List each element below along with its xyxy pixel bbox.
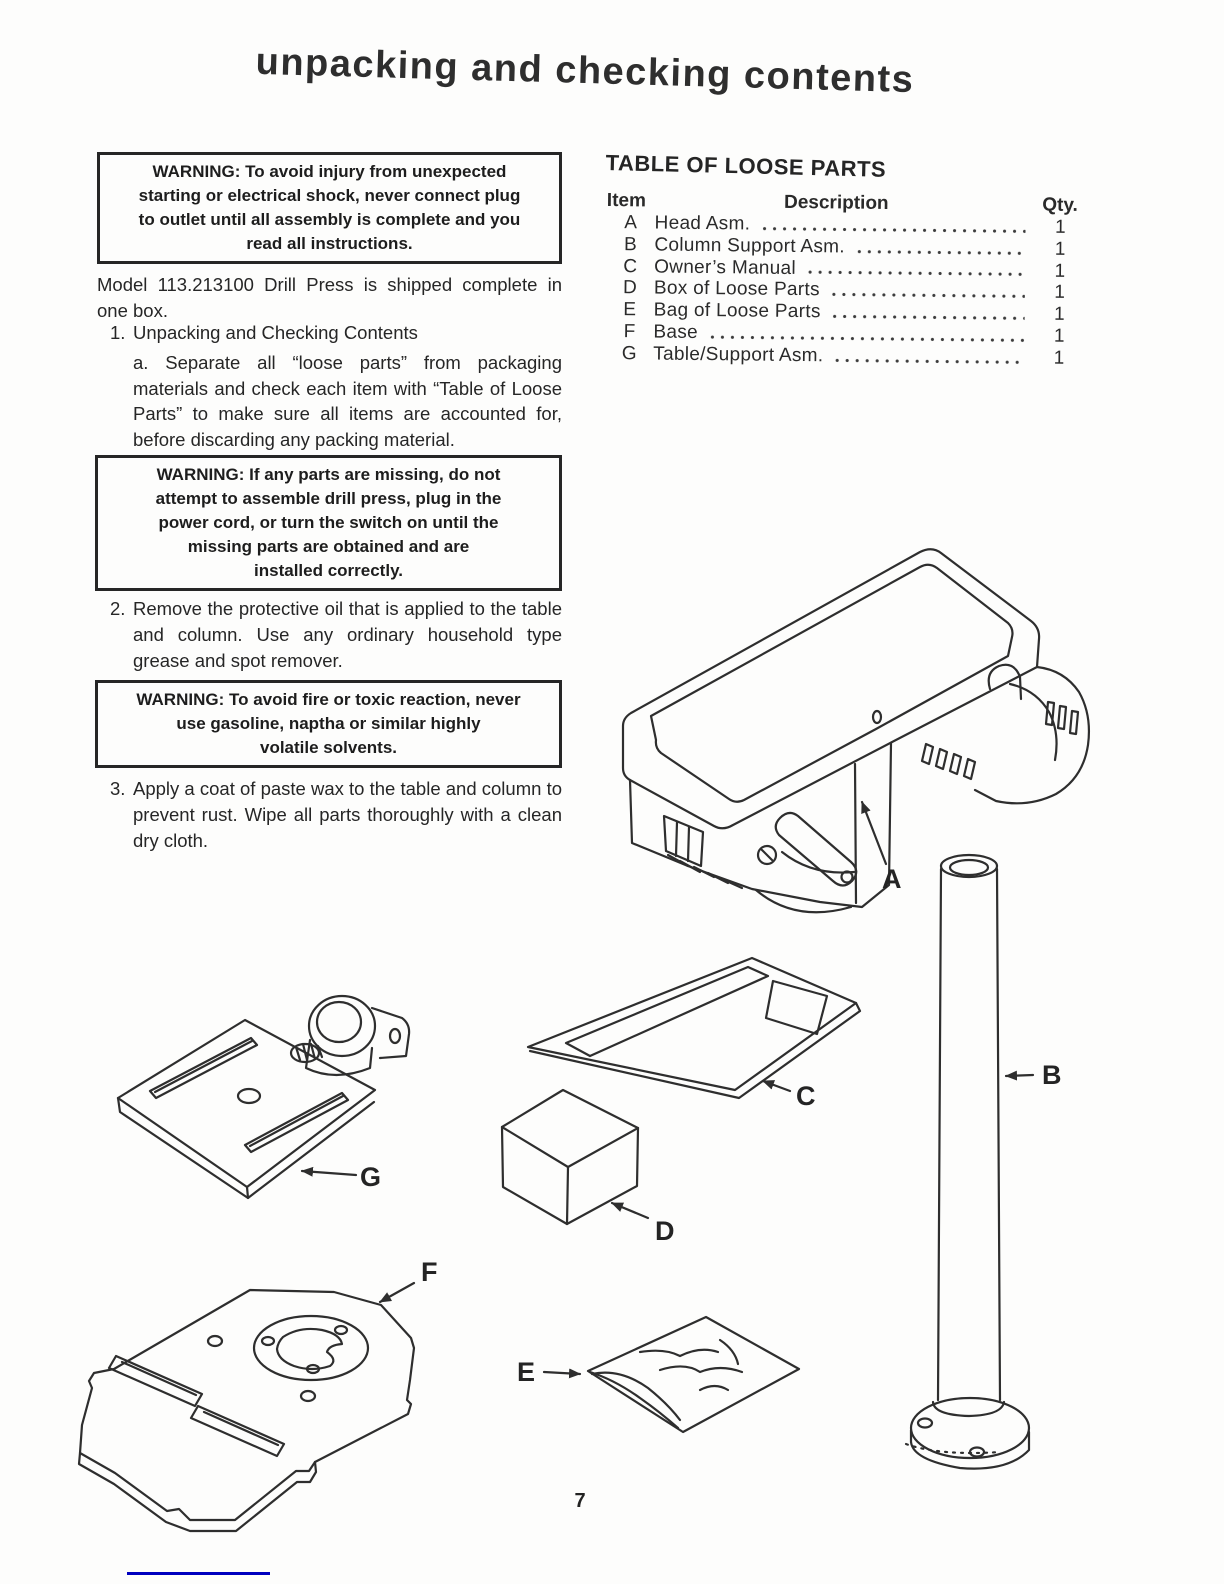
- step-number: 1.: [110, 322, 126, 343]
- arrow-d: [612, 1203, 648, 1218]
- label-base-f: F: [421, 1257, 438, 1287]
- header-description: Description: [783, 191, 889, 214]
- part-qty: 1: [1053, 303, 1065, 325]
- warning-line: power cord, or turn the switch on until the: [158, 513, 499, 532]
- page-title: unpacking and checking contents: [255, 40, 915, 102]
- step-2-text: Remove the protective oil that is applied to the table and column. Use any ordinary household type grease and spot remover.: [133, 598, 562, 671]
- intro-paragraph: Model 113.213100 Drill Press is shipped complete in one box.: [97, 274, 562, 321]
- loose-parts-table-title: TABLE OF LOOSE PARTS: [605, 150, 887, 182]
- part-letter: G: [621, 342, 637, 365]
- page-number: 7: [574, 1490, 586, 1512]
- part-qty: 1: [1054, 282, 1066, 304]
- warning-line: attempt to assemble drill press, plug in the: [155, 489, 502, 508]
- part-letter: F: [623, 321, 636, 343]
- arrow-f: [380, 1283, 414, 1302]
- warning-line: installed correctly.: [254, 561, 403, 580]
- callout-arrows: [302, 802, 1033, 1374]
- part-description: Head Asm.: [654, 212, 751, 235]
- part-description: Base: [653, 321, 699, 343]
- arrow-b: [1006, 1075, 1033, 1076]
- label-box-d: D: [655, 1216, 675, 1246]
- part-description: Bag of Loose Parts: [653, 299, 821, 323]
- part-qty: 1: [1054, 238, 1066, 260]
- warning-line: missing parts are obtained and are: [187, 537, 470, 556]
- label-manual-c: C: [796, 1081, 816, 1111]
- part-letter: D: [622, 277, 637, 299]
- step-number: 3.: [110, 778, 126, 799]
- figure-owners-manual: [528, 958, 860, 1098]
- part-description: Owner’s Manual: [654, 256, 797, 279]
- header-item: Item: [606, 189, 647, 212]
- figure-loose-parts-box: [502, 1090, 638, 1224]
- part-description: Column Support Asm.: [654, 234, 846, 258]
- warning-line: WARNING: To avoid fire or toxic reaction, never: [136, 690, 521, 709]
- part-description: Box of Loose Parts: [653, 277, 820, 301]
- part-qty: 1: [1054, 216, 1066, 238]
- warning-line: read all instructions.: [246, 234, 413, 253]
- figure-base: [79, 1290, 414, 1531]
- arrow-e: [544, 1372, 580, 1374]
- figure-head-assembly: [623, 549, 1089, 912]
- step-3-text: Apply a coat of paste wax to the table and column to prevent rust. Wipe all parts thoroughly with a clean dry cloth.: [133, 778, 562, 851]
- label-head-a: A: [882, 864, 902, 894]
- warning-line: use gasoline, naptha or similar highly: [176, 714, 481, 733]
- label-bag-e: E: [517, 1357, 536, 1387]
- step-number: 2.: [110, 598, 126, 619]
- part-letter: B: [623, 233, 637, 256]
- arrow-g: [302, 1171, 356, 1175]
- warning-line: WARNING: If any parts are missing, do not: [156, 465, 501, 484]
- figure-loose-parts-bag: [588, 1317, 799, 1432]
- step-1-title: Unpacking and Checking Contents: [133, 322, 418, 343]
- arrow-c: [763, 1081, 790, 1091]
- arrow-a: [862, 802, 886, 864]
- label-table-g: G: [360, 1162, 382, 1192]
- warning-line: starting or electrical shock, never connect plug: [138, 186, 521, 205]
- scan-artifact-line: [127, 1572, 270, 1575]
- part-qty: 1: [1054, 260, 1066, 282]
- warning-line: WARNING: To avoid injury from unexpected: [152, 162, 507, 181]
- part-qty: 1: [1053, 325, 1065, 347]
- warning-line: to outlet until all assembly is complete and you: [138, 210, 521, 229]
- label-column-b: B: [1042, 1060, 1062, 1090]
- part-letter: E: [623, 299, 637, 321]
- part-qty: 1: [1053, 347, 1065, 369]
- step-1a-paragraph: a. Separate all “loose parts” from packaging materials and check each item with “Table of Loose Parts” to make sure all items are accounted for, before discarding any packing material.: [133, 352, 562, 450]
- part-description: Table/Support Asm.: [653, 343, 824, 367]
- part-letter: A: [624, 212, 638, 234]
- header-qty: Qty.: [1042, 194, 1078, 216]
- figure-column-support: [906, 855, 1029, 1469]
- warning-line: volatile solvents.: [260, 738, 397, 757]
- part-letter: C: [623, 255, 638, 277]
